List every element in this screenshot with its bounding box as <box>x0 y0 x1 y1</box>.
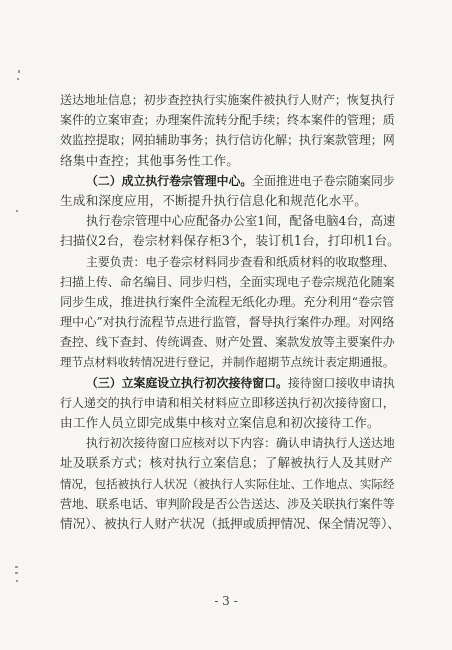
text-line: 址及联系方式；核对执行立案信息；了解被执行人及其财产 <box>60 455 393 471</box>
text-line: 执行初次接待窗口应核对以下内容：确认申请执行人送达地 <box>86 436 395 451</box>
text-line: 生成和深度应用，不断提升执行信息化和规范化水平。 <box>60 192 368 208</box>
text-line: 执行卷宗管理中心应配备办公室1间，配备电脑4台，高速 <box>86 214 396 229</box>
scan-mark <box>16 580 18 582</box>
text-span: 接待窗口接收申请执 <box>287 375 395 390</box>
section-heading: （二）成立执行卷宗管理中心。 <box>86 173 253 188</box>
text-line: 营地、联系电话、审判阶段是否公告送达、涉及关联执行案件等 <box>60 496 395 511</box>
text-line: 同步生成，推进执行案件全流程无纸化办理。充分利用“卷宗管 <box>60 294 395 309</box>
text-line: 理节点材料收转情况进行登记，并制作超期节点统计表定期通报。 <box>60 355 395 370</box>
section-heading-line <box>60 171 400 191</box>
text-line: 行人递交的执行申请和相关材料应立即移送执行初次接待窗口， <box>60 395 395 410</box>
page-number: - 3 - <box>214 594 238 608</box>
text-line: 情况）、被执行人财产状况（抵押或质押情况、保全情况等）、 <box>60 515 401 531</box>
section-heading: （三）立案庭设立执行初次接待窗口。 <box>86 375 288 390</box>
text-span: 全面推进电子卷宗随案同步 <box>252 173 395 188</box>
text-line: 由工作人员立即完成集中核对立案信息和初次接待工作。 <box>60 415 380 430</box>
text-line: 络集中查控；其他事务性工作。 <box>60 152 240 168</box>
text-line: 主要负责：电子卷宗材料同步查看和纸质材料的收取整理、 <box>86 254 395 269</box>
text-line: 扫描仪2台，卷宗材料保存柜3个，装订机1台，打印机1台。 <box>60 233 400 249</box>
text-line: 送达地址信息；初步查控执行实施案件被执行人财产；恢复执行 <box>60 93 395 107</box>
text-line: 效监控提取；网拍辅助事务；执行信访化解；执行案款管理；网 <box>60 133 395 148</box>
scan-mark <box>16 210 18 212</box>
scan-mark <box>18 70 20 73</box>
scan-mark <box>15 566 18 568</box>
text-line: 查控、线下查封、传统调查、财产处置、案款发放等主要案件办 <box>60 335 395 350</box>
text-line: 理中心”对执行流程节点进行监管，督导执行案件办理。对网络 <box>60 315 395 330</box>
body-text <box>60 90 400 534</box>
text-line: 扫描上传、命名编目、同步归档，全面实现电子卷宗规范化随案 <box>60 274 395 289</box>
text-line: 情况，包括被执行人状况（被执行人实际住址、工作地点、实际经 <box>60 476 395 491</box>
section-heading-line <box>60 373 400 393</box>
text-line: 案件的立案审查；办理案件流转分配手续；终本案件的管理；质 <box>60 113 395 128</box>
scan-mark <box>15 572 18 574</box>
scan-mark <box>17 78 19 80</box>
